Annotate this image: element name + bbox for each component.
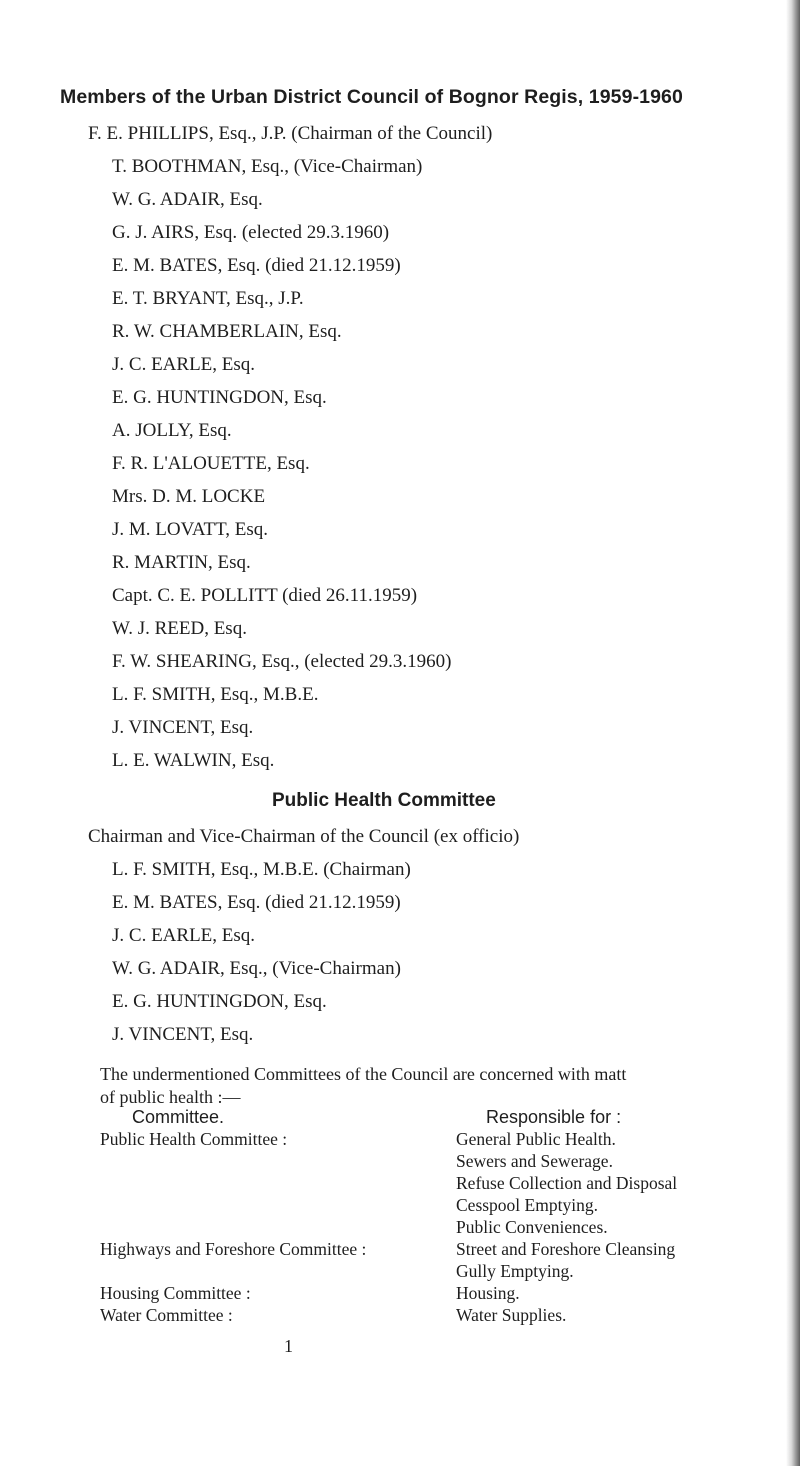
committee-member-line: J. C. EARLE, Esq. bbox=[112, 925, 256, 946]
responsibility: Street and Foreshore Cleansing bbox=[456, 1239, 676, 1259]
member-line: E. G. HUNTINGDON, Esq. bbox=[112, 387, 327, 408]
responsibility: Gully Emptying. bbox=[456, 1261, 574, 1281]
section-heading: Public Health Committee bbox=[272, 790, 496, 811]
member-line: F. E. PHILLIPS, Esq., J.P. (Chairman of the Council) bbox=[88, 123, 493, 144]
member-line: J. VINCENT, Esq. bbox=[112, 717, 254, 738]
committee-member-line: J. VINCENT, Esq. bbox=[112, 1024, 254, 1045]
committee-member-line: W. G. ADAIR, Esq., (Vice-Chairman) bbox=[112, 958, 401, 979]
member-line: R. W. CHAMBERLAIN, Esq. bbox=[112, 321, 342, 342]
committee-name: Public Health Committee : bbox=[100, 1129, 288, 1149]
responsibility: Sewers and Sewerage. bbox=[456, 1151, 613, 1171]
page-binding-edge bbox=[786, 0, 800, 1466]
member-line: E. M. BATES, Esq. (died 21.12.1959) bbox=[112, 255, 401, 276]
column-header-committee: Committee. bbox=[132, 1107, 225, 1127]
member-line: F. W. SHEARING, Esq., (elected 29.3.1960) bbox=[112, 651, 452, 672]
responsibility: General Public Health. bbox=[456, 1129, 616, 1149]
intro-line: of public health :— bbox=[100, 1087, 241, 1107]
responsibility: Housing. bbox=[456, 1283, 520, 1303]
responsibility: Cesspool Emptying. bbox=[456, 1195, 598, 1215]
committee-member-line: E. G. HUNTINGDON, Esq. bbox=[112, 991, 327, 1012]
committee-member-line: Chairman and Vice-Chairman of the Council (ex officio) bbox=[88, 826, 520, 847]
page-number: 1 bbox=[284, 1336, 293, 1356]
committees-intro bbox=[100, 1063, 626, 1109]
member-line: T. BOOTHMAN, Esq., (Vice-Chairman) bbox=[112, 156, 423, 177]
intro-line: The undermentioned Committees of the Council are concerned with matt bbox=[100, 1064, 627, 1084]
committee-member-line: L. F. SMITH, Esq., M.B.E. (Chairman) bbox=[112, 859, 411, 880]
page-title: Members of the Urban District Council of Bognor Regis, 1959-1960 bbox=[60, 86, 683, 108]
member-line: J. M. LOVATT, Esq. bbox=[112, 519, 269, 540]
member-line: E. T. BRYANT, Esq., J.P. bbox=[112, 288, 304, 309]
member-line: G. J. AIRS, Esq. (elected 29.3.1960) bbox=[112, 222, 390, 243]
member-line: W. G. ADAIR, Esq. bbox=[112, 189, 263, 210]
committee-member-line: E. M. BATES, Esq. (died 21.12.1959) bbox=[112, 892, 401, 913]
committee-name: Housing Committee : bbox=[100, 1283, 251, 1303]
member-line: Mrs. D. M. LOCKE bbox=[112, 486, 266, 507]
member-line: L. E. WALWIN, Esq. bbox=[112, 750, 275, 771]
member-line: A. JOLLY, Esq. bbox=[112, 420, 232, 441]
member-line: L. F. SMITH, Esq., M.B.E. bbox=[112, 684, 319, 705]
column-header-responsible: Responsible for : bbox=[486, 1107, 622, 1127]
committee-name: Water Committee : bbox=[100, 1305, 233, 1325]
member-line: Capt. C. E. POLLITT (died 26.11.1959) bbox=[112, 585, 418, 606]
member-line: J. C. EARLE, Esq. bbox=[112, 354, 256, 375]
responsibility: Public Conveniences. bbox=[456, 1217, 608, 1237]
member-line: F. R. L'ALOUETTE, Esq. bbox=[112, 453, 310, 474]
committee-name: Highways and Foreshore Committee : bbox=[100, 1239, 367, 1259]
member-line: R. MARTIN, Esq. bbox=[112, 552, 251, 573]
member-line: W. J. REED, Esq. bbox=[112, 618, 247, 639]
responsibility: Refuse Collection and Disposal bbox=[456, 1173, 678, 1193]
responsibility: Water Supplies. bbox=[456, 1305, 567, 1325]
